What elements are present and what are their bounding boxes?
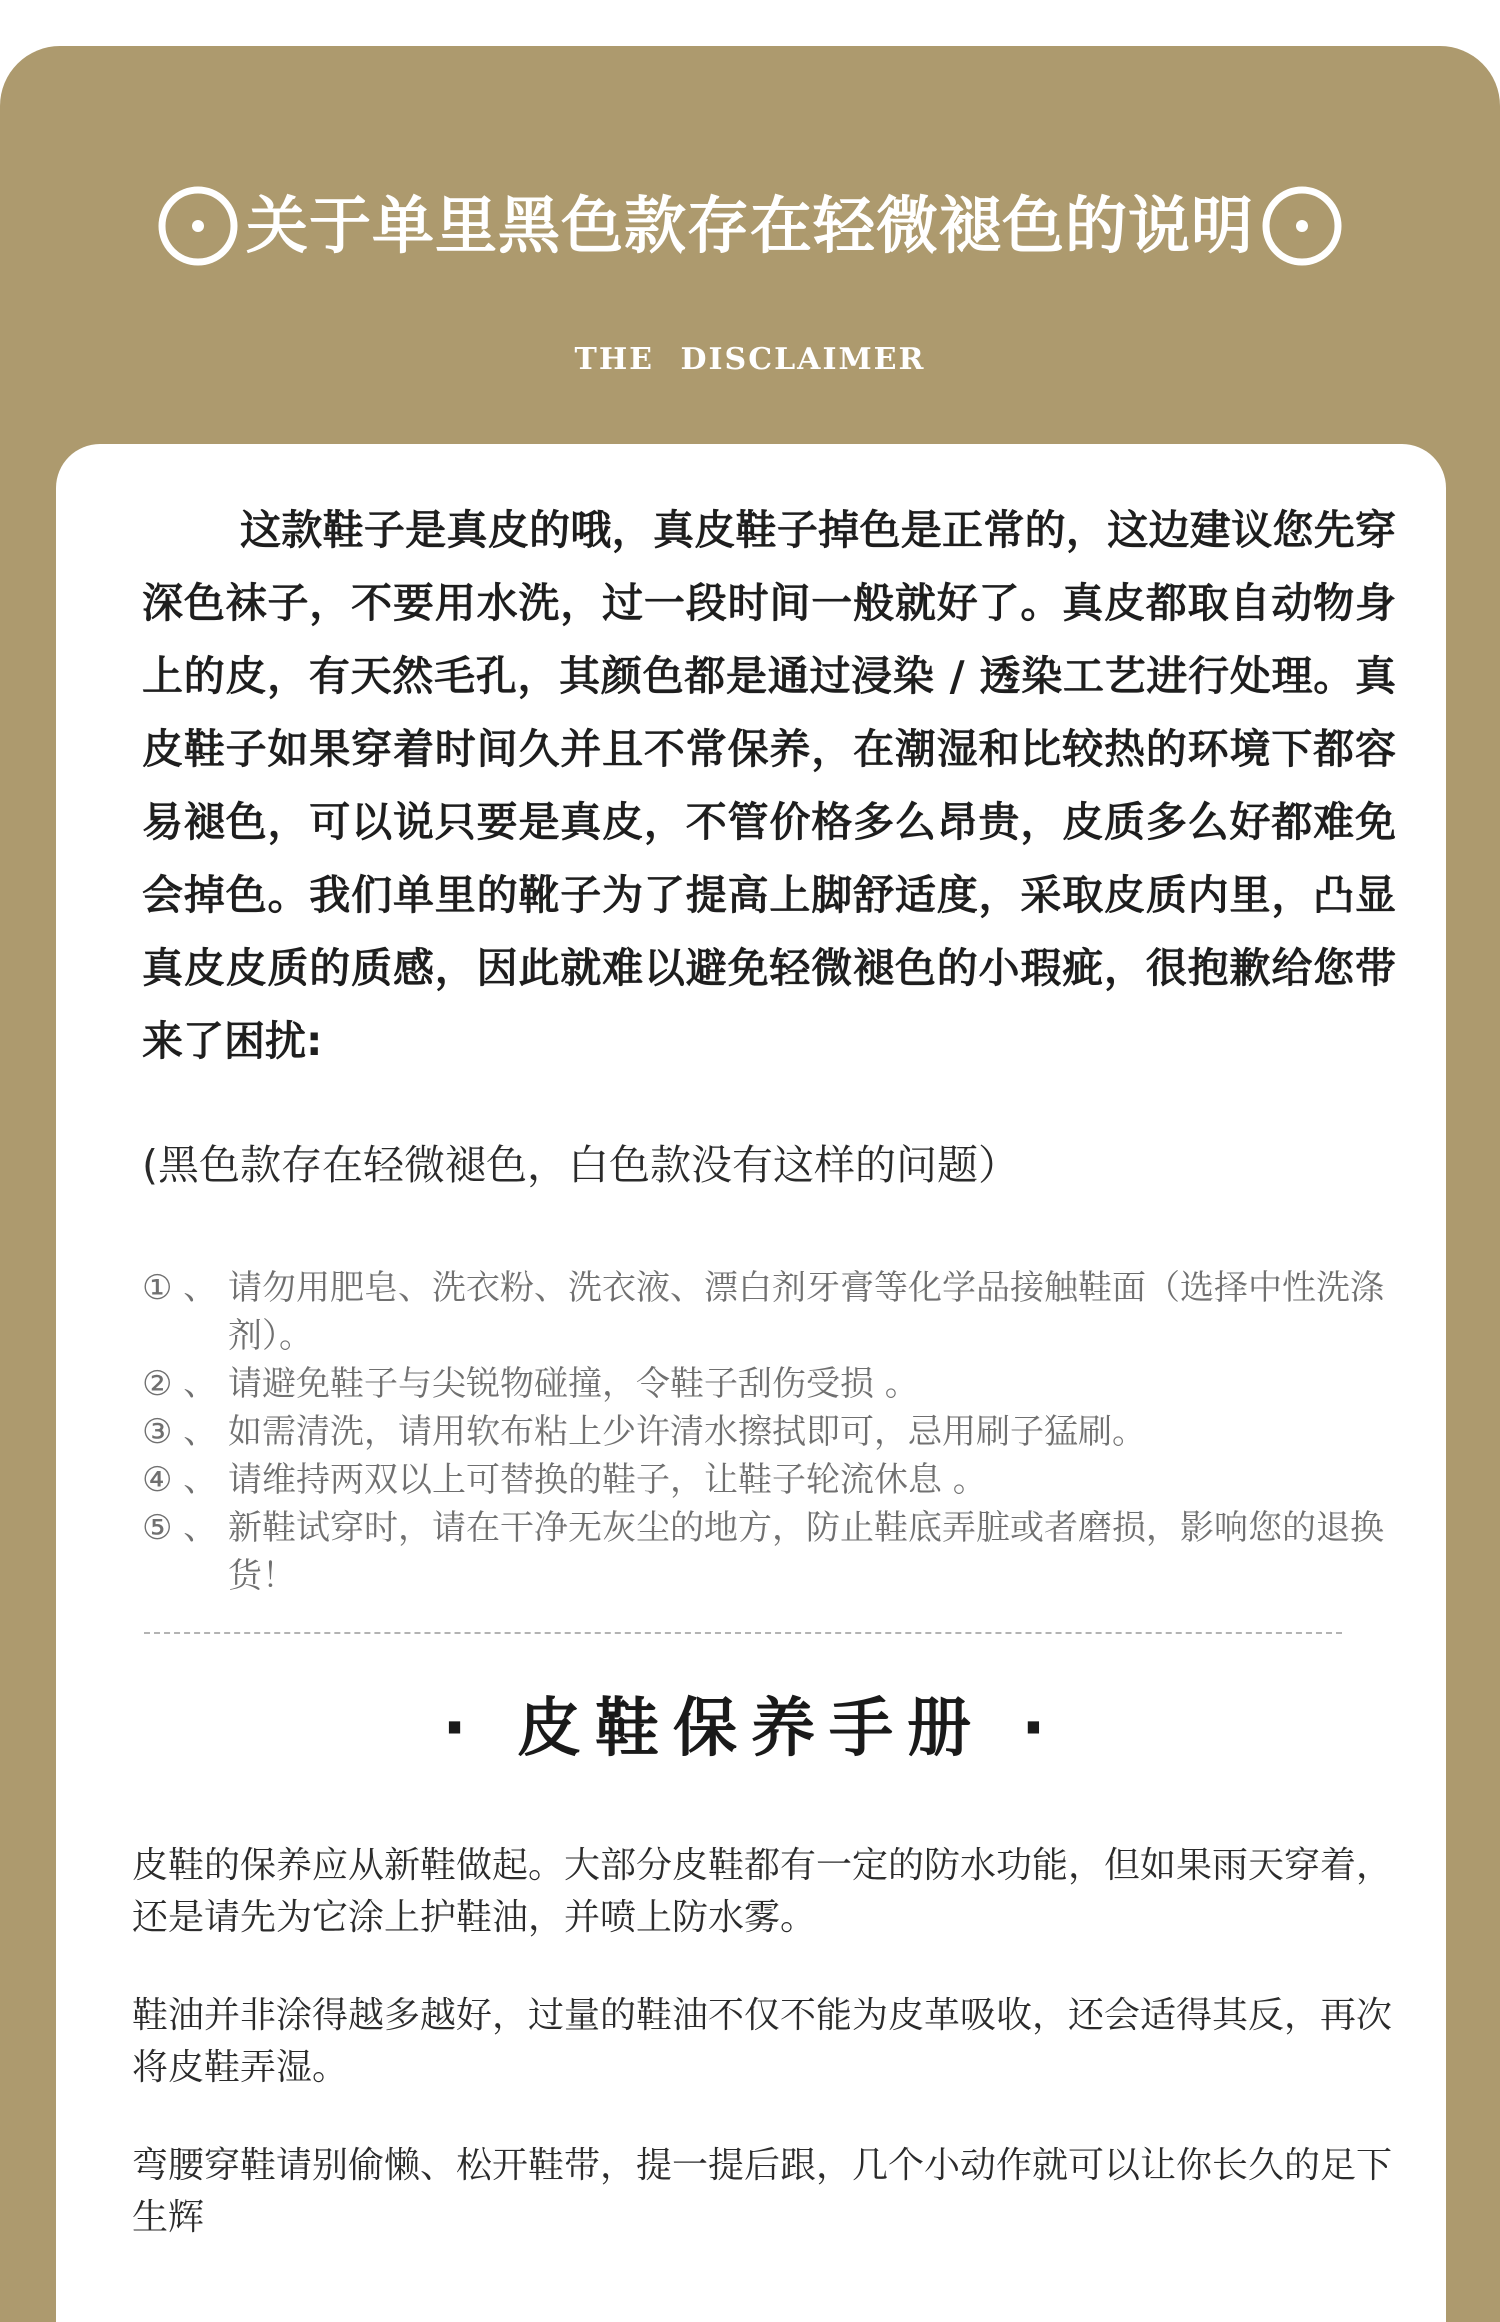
header-panel [0,46,1500,2322]
tip-text: 请勿用肥皂、洗衣粉、洗衣液、漂白剂牙膏等化学品接触鞋面（选择中性洗涤剂）。 [228,1268,1384,1356]
tip-number: ② 、 [142,1364,218,1404]
tip-text: 请避免鞋子与尖锐物碰撞，令鞋子刮伤受损 。 [228,1364,919,1404]
tip-number: ① 、 [142,1268,218,1308]
care-paragraph: 皮鞋的保养应从新鞋做起。大部分皮鞋都有一定的防水功能，但如果雨天穿着，还是请先为它涂上护鞋油，并喷上防水雾。 [132,1845,1393,1938]
circle-dot-icon [156,184,240,268]
list-item [142,1408,1396,1456]
tips-list [142,1264,1396,1600]
intro-note: (黑色款存在轻微褪色，白色款没有这样的问题） [142,1141,1019,1189]
tip-text: 新鞋试穿时，请在干净无灰尘的地方，防止鞋底弄脏或者磨损，影响您的退换货！ [228,1508,1384,1596]
care-paragraph: 弯腰穿鞋请别偷懒、松开鞋带，提一提后跟，几个小动作就可以让你长久的足下生辉 [132,2145,1393,2238]
content-card [56,444,1446,2322]
circle-dot-icon [1260,184,1344,268]
care-title-text: 皮鞋保养手册 [517,1692,985,1766]
title-dot-left: · [442,1692,481,1766]
care-section-title [56,1684,1446,1774]
tip-number: ④ 、 [142,1460,218,1500]
title-row [0,176,1500,276]
list-item [142,1264,1396,1360]
list-item [142,1504,1396,1600]
list-item [142,1360,1396,1408]
tip-number: ③ 、 [142,1412,218,1452]
page-title: 关于单里黑色款存在轻微褪色的说明 [245,189,1254,262]
care-paragraph: 鞋油并非涂得越多越好，过量的鞋油不仅不能为皮革吸收，还会适得其反，再次将皮鞋弄湿。 [132,1995,1393,2088]
list-item [142,1456,1396,1504]
tip-number: ⑤ 、 [142,1508,218,1548]
title-dot-right: · [1021,1692,1060,1766]
tip-text: 请维持两双以上可替换的鞋子，让鞋子轮流休息 。 [228,1460,987,1500]
tip-text: 如需清洗，请用软布粘上少许清水擦拭即可，忌用刷子猛刷。 [228,1412,1146,1452]
page-subtitle: THE DISCLAIMER [574,342,926,377]
dashed-divider [144,1632,1342,1634]
header [0,46,1500,446]
intro-paragraph: 这款鞋子是真皮的哦，真皮鞋子掉色是正常的，这边建议您先穿深色袜子，不要用水洗，过一段时间一般就好了。真皮都取自动物身上的皮，有天然毛孔，其颜色都是通过浸染 / 透染工艺进行处理。真皮鞋子如果穿着时间久并且不常保养，在潮湿和比较热的环境下都容易褪色，可以说只要是真皮，不管价格多么昂贵，皮质多么好都难免会掉色。我们单里的靴子为了提高上脚舒适度，采取皮质内里，凸显真皮皮质的质感，因此就难以避免轻微褪色的小瑕疵，很抱歉给您带来了困扰: [142,506,1396,1065]
